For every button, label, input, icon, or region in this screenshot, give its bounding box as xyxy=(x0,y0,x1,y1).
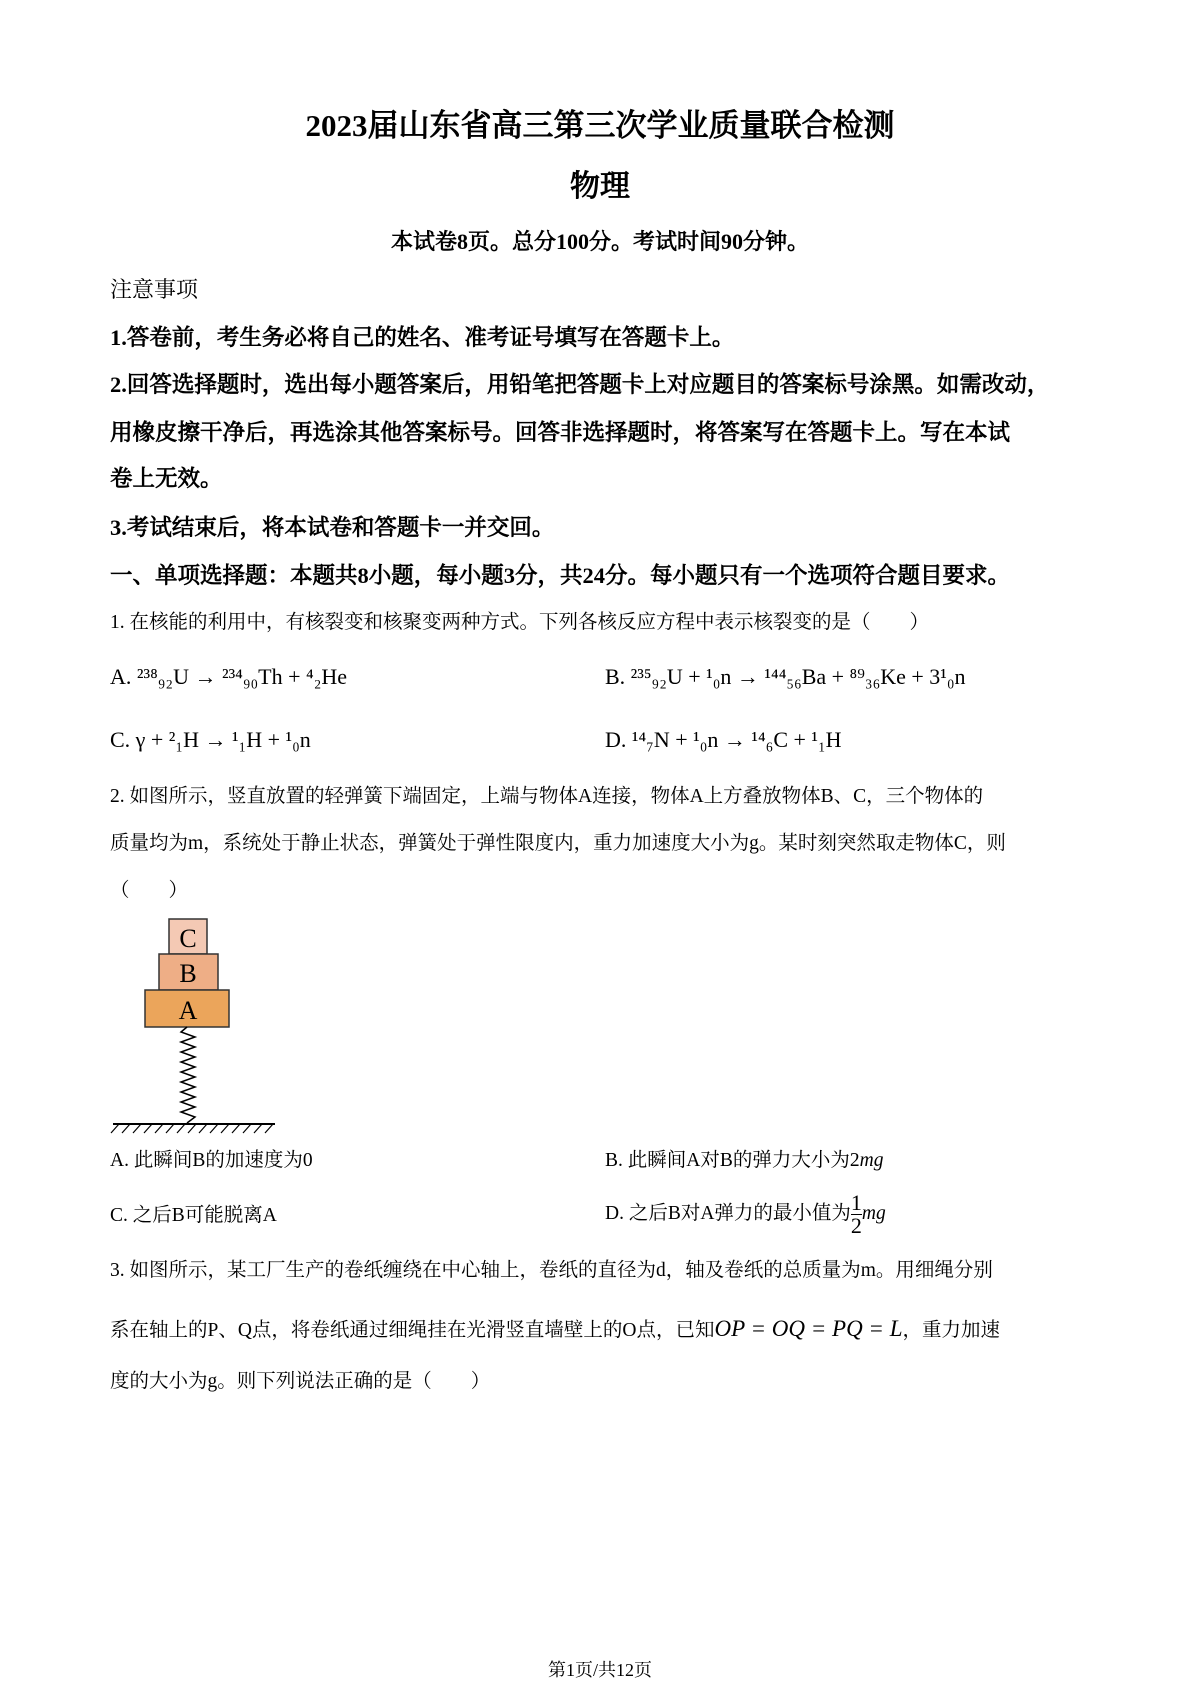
q1-option-b: B. ²³⁵₉₂U + ¹₀n → ¹⁴⁴₅₆Ba + ⁸⁹₃₆Ke + 3¹₀n xyxy=(605,664,966,689)
section-heading: 一、单项选择题：本题共8小题，每小题3分，共24分。每小题只有一个选项符合题目要求。 xyxy=(110,563,1011,588)
q1-option-c: C. γ + ²₁H → ¹₁H + ¹₀n xyxy=(110,727,311,752)
fraction-half: $\frac{1}{2}$ xyxy=(850,1190,862,1238)
q1-stem: 1. 在核能的利用中，有核裂变和核聚变两种方式。下列各核反应方程中表示核裂变的是（ ） xyxy=(110,612,930,633)
label-b: B xyxy=(179,959,197,988)
q2-option-b: B. 此瞬间A对B的弹力大小为2mg xyxy=(605,1150,884,1171)
label-c: C xyxy=(179,924,197,953)
q3-line-3: 度的大小为g。则下列说法正确的是（ ） xyxy=(110,1371,491,1392)
q2-line-1: 2. 如图所示，竖直放置的轻弹簧下端固定，上端与物体A连接，物体A上方叠放物体B、C，三个物体的 xyxy=(110,786,984,807)
q1-option-d: D. ¹⁴₇N + ¹₀n → ¹⁴₆C + ¹₁H xyxy=(605,727,842,752)
exam-title: 2023届山东省高三第三次学业质量联合检测 xyxy=(305,108,895,143)
ground-hatch xyxy=(111,1124,273,1133)
q2-option-c: C. 之后B可能脱离A xyxy=(110,1205,277,1226)
note-3: 3.考试结束后，将本试卷和答题卡一并交回。 xyxy=(110,515,555,540)
label-a: A xyxy=(178,996,198,1025)
q3-line-2: 系在轴上的P、Q点，将卷纸通过细绳挂在光滑竖直墙壁上的O点，已知OP = OQ = PQ = L，重力加速 xyxy=(110,1316,1001,1341)
subject-title: 物理 xyxy=(570,170,630,203)
note-2-cont: 用橡皮擦干净后，再选涂其他答案标号。回答非选择题时，将答案写在答题卡上。写在本试 xyxy=(110,420,1011,445)
q2-option-a: A. 此瞬间B的加速度为0 xyxy=(110,1150,313,1171)
q2-line-3: （ ） xyxy=(110,880,189,901)
q1-option-a: A. ²³⁸₉₂U → ²³⁴₉₀Th + ⁴₂He xyxy=(110,664,348,689)
spring-blocks-figure xyxy=(105,910,285,1135)
q3-line-1: 3. 如图所示，某工厂生产的卷纸缠绕在中心轴上，卷纸的直径为d，轴及卷纸的总质量为m。用细绳分别 xyxy=(110,1260,993,1281)
q2-line-2: 质量均为m，系统处于静止状态，弹簧处于弹性限度内，重力加速度大小为g。某时刻突然取走物体C，则 xyxy=(110,833,1006,854)
spring xyxy=(181,1027,195,1123)
note-1: 1.答卷前，考生务必将自己的姓名、准考证号填写在答题卡上。 xyxy=(110,325,735,350)
notes-heading: 注意事项 xyxy=(110,277,199,302)
exam-info: 本试卷8页。总分100分。考试时间90分钟。 xyxy=(390,229,809,254)
page-footer: 第1页/共12页 xyxy=(547,1660,652,1680)
q2-option-d: D. 之后B对A弹力的最小值为 $\frac{1}{2}$ mg xyxy=(605,1190,886,1238)
note-2: 2.回答选择题时，选出每小题答案后，用铅笔把答题卡上对应题目的答案标号涂黑。如需改动， xyxy=(110,372,1050,397)
note-2-cont2: 卷上无效。 xyxy=(110,466,223,491)
